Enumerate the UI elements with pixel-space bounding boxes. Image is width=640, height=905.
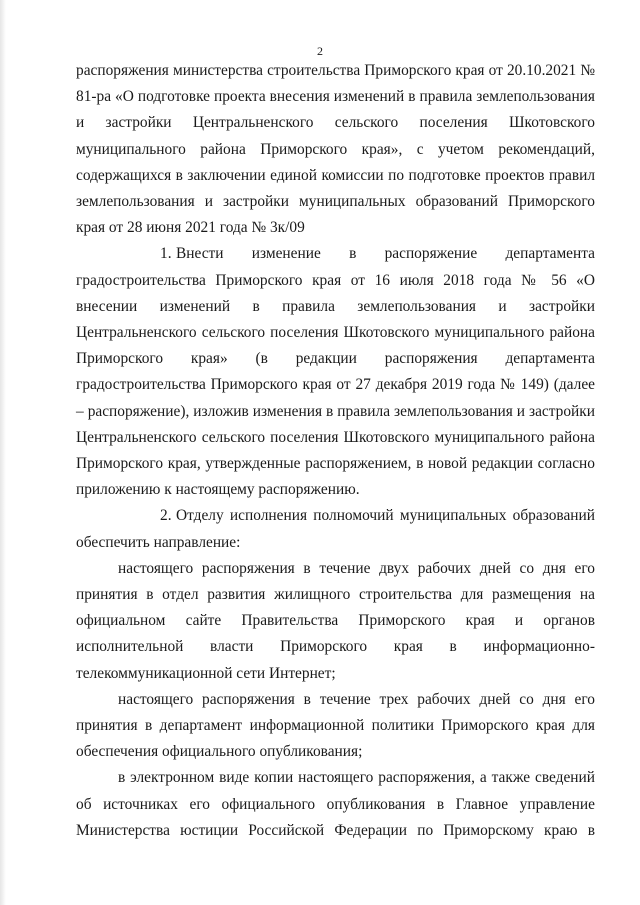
document-body: [76, 58, 595, 844]
page-number: 2: [317, 44, 323, 58]
item-number: 1.: [160, 245, 172, 263]
paragraph-text: в электронном виде копии настоящего распоряжения, а также сведений об источниках его официального опубликования в Главное управление Министерства юстиции Российской Федерации по Приморскому краю в: [76, 769, 595, 839]
paragraph-text: настоящего распоряжения в течение трех рабочих дней со дня его принятия в департамент информационной политики Приморского края для обеспечения официального опубликования;: [76, 690, 595, 761]
paragraph-text: распоряжения министерства строительства Приморского края от 20.10.2021 № 81-ра «О подготовке проекта внесения изменений в правила землепользования и застройки Центральненского сельского поселения Шкотовского муниципального района Приморского края», с учетом рекомендаций, содержащихся в заключении единой комиссии по подготовке проектов правил землепользования и застройки муниципальных образований Приморского края от 28 июня 2021 года № 3к/09: [76, 62, 595, 237]
scan-edge-shadow: [0, 0, 6, 905]
paragraph-text: Внести изменение в распоряжение департамента градостроительства Приморского края от 16 июля 2018 года № 56 «О внесении изменений в правила землепользования и застройки Центральненского сельского поселения Шкотовского муниципального района Приморского края» (в редакции распоряжения департамента градостроительства Приморского края от 27 декабря 2019 года № 149) (далее – распоряжение), изложив изменения в правила землепользования и застройки Центральненского сельского поселения Шкотовского муниципального района Приморского края, утвержденные распоряжением, в новой редакции согласно приложению к настоящему распоряжению.: [76, 245, 595, 499]
paragraph-text: Отделу исполнения полномочий муниципальных образований обеспечить направление:: [76, 507, 595, 551]
item-number: 2.: [160, 507, 172, 525]
paragraph-item-1: [76, 241, 595, 503]
paragraph-sub-3: [76, 765, 595, 844]
paragraph-sub-1: [76, 556, 595, 687]
paragraph-sub-2: [76, 687, 595, 766]
paragraph-item-2: [76, 503, 595, 555]
paragraph-continuation: [76, 58, 595, 241]
paragraph-text: настоящего распоряжения в течение двух рабочих дней со дня его принятия в отдел развития жилищного строительства для размещения на официальном сайте Правительства Приморского края и органов исполнительной власти Приморского края в информационно-телекоммуникационной сети Интернет;: [76, 559, 595, 682]
